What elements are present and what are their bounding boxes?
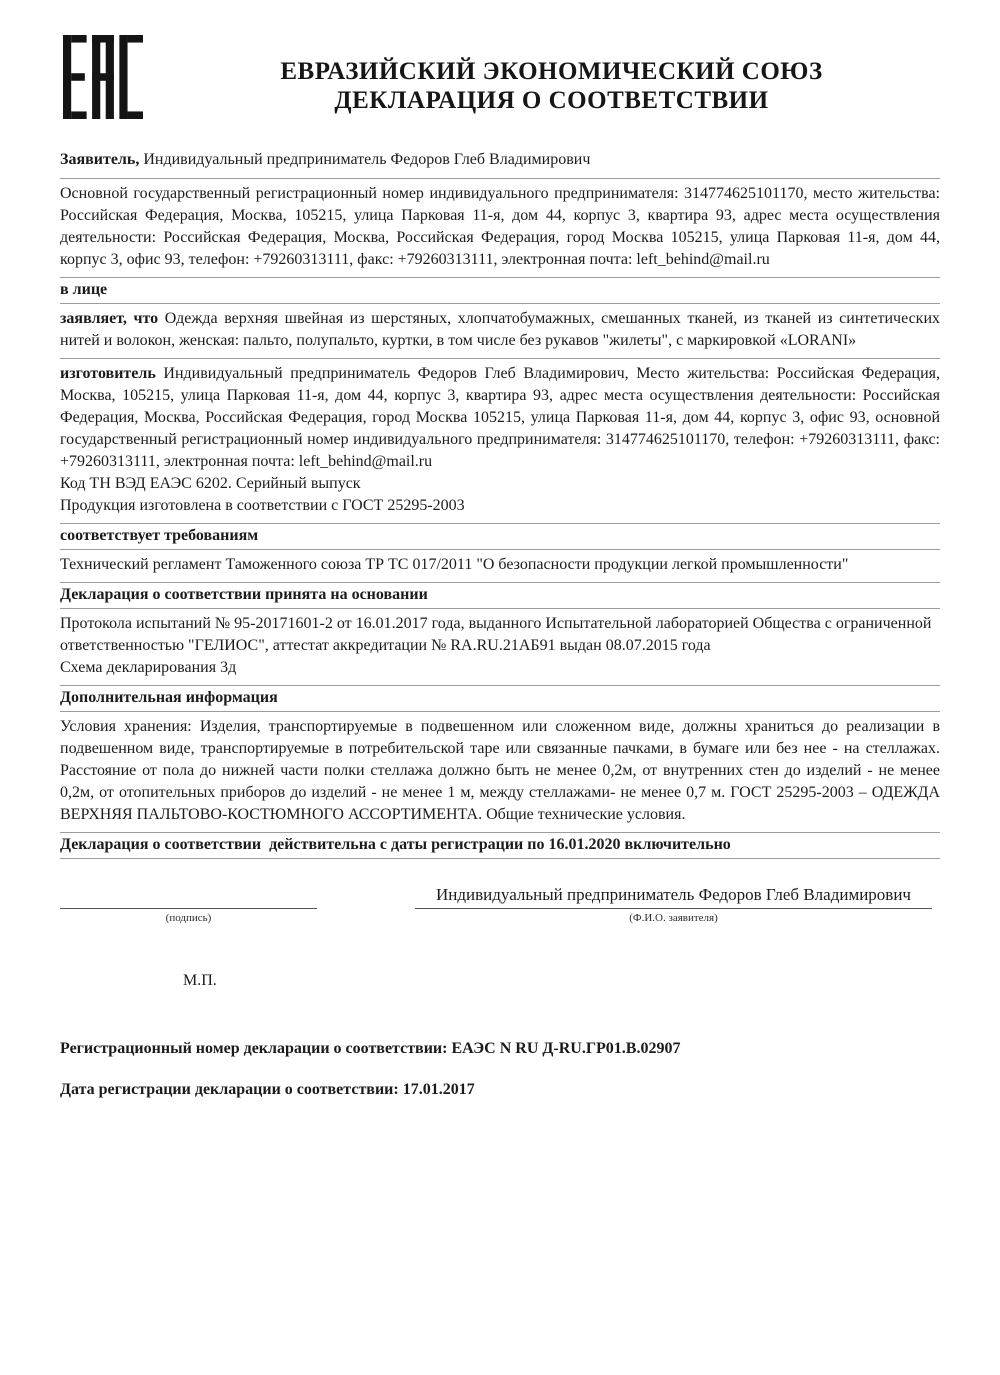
tech-reg-row: Технический регламент Таможенного союза ТР ТС 017/2011 "О безопасности продукции легкой промышленности" [60, 550, 940, 583]
signature-area [60, 883, 940, 926]
eac-logo-icon [63, 35, 143, 124]
manufacturer-value: Индивидуальный предприниматель Федоров Глеб Владимирович, Место жительства: Российская Федерация, Москва, 105215, улица Парковая 11-я, дом 44, корпус 3, квартира 93, адрес места осуществления деятельности: Российская Федерация, Москва, Российская Федерация, город Москва 105215, улица Парковая 11-я, дом 44, корпус 3, офис 93, основной государственный регистрационный номер индивидуального предпринимателя: 314774625101170, телефон: +79260313111, факс: +79260313111, электронная почта: left_behind@mail.ru [60, 365, 941, 470]
registration-number-line [60, 1038, 940, 1060]
stamp-placeholder: М.П. [183, 972, 217, 989]
basis-row [60, 609, 940, 686]
signature-left-column [60, 883, 317, 926]
manufacturer-row [60, 359, 940, 524]
complies-heading-row: соответствует требованиям [60, 524, 940, 550]
tn-ved-line: Код ТН ВЭД ЕАЭС 6202. Серийный выпуск [60, 475, 361, 492]
registration-date-value: 17.01.2017 [402, 1081, 475, 1098]
manufacturer-label: изготовитель [60, 365, 164, 382]
applicant-row [60, 146, 940, 179]
made-per-line: Продукция изготовлена в соответствии с ГОСТ 25295-2003 [60, 497, 465, 514]
signature-right-column [415, 883, 932, 926]
basis-heading-row: Декларация о соответствии принята на основании [60, 583, 940, 609]
declares-value: Одежда верхняя швейная из шерстяных, хлопчатобумажных, смешанных тканей, из тканей из синтетических нитей и волокон, женская: пальто, полупальто, куртки, в том числе без рукавов "жилеты", с маркировкой «LORANI» [60, 310, 941, 349]
registration-date-line [60, 1079, 940, 1101]
signer-name-caption: (Ф.И.О. заявителя) [629, 912, 718, 924]
additional-heading-row: Дополнительная информация [60, 686, 940, 712]
declares-label: заявляет, что [60, 310, 165, 327]
registration-footer [60, 1038, 940, 1101]
document-title [143, 35, 940, 115]
applicant-label: Заявитель, [60, 151, 144, 168]
title-line-declaration: ДЕКЛАРАЦИЯ О СООТВЕТСТВИИ [334, 87, 769, 114]
registration-number-label: Регистрационный номер декларации о соответствии: [60, 1040, 448, 1057]
title-line-union: ЕВРАЗИЙСКИЙ ЭКОНОМИЧЕСКИЙ СОЮЗ [280, 58, 823, 85]
additional-text-row: Условия хранения: Изделия, транспортируемые в подвешенном или сложенном виде, должны храниться до реализации в подвешенном виде, транспортируемые в потребительской таре или связанные пачками, в бумаге или без нее - на стеллажах. Расстояние от пола до нижней части полки стеллажа должно быть не менее 0,2м, от внутренних стен до изделий - не менее 0,2м, от отопительных приборов до изделий - не менее 1 м, между стеллажами- не менее 0,7 м. ГОСТ 25295-2003 – ОДЕЖДА ВЕРХНЯЯ ПАЛЬТОВО-КОСТЮМНОГО АССОРТИМЕНТА. Общие технические условия. [60, 712, 940, 833]
applicant-details-row: Основной государственный регистрационный номер индивидуального предпринимателя: 314774625101170, место жительства: Российская Федерация, Москва, 105215, улица Парковая 11-я, дом 44, корпус 3, квартира 93, адрес места осуществления деятельности: Российская Федерация, Москва, Российская Федерация, город Москва 105215, улица Парковая 11-я, дом 44, корпус 3, офис 93, телефон: +79260313111, факс: +79260313111, электронная почта: left_behind@mail.ru [60, 179, 940, 278]
declares-row [60, 304, 940, 359]
registration-date-label: Дата регистрации декларации о соответствии: [60, 1081, 399, 1098]
applicant-value: Индивидуальный предприниматель Федоров Глеб Владимирович [143, 151, 591, 168]
scheme-line: Схема декларирования 3д [60, 659, 237, 676]
signer-name: Индивидуальный предприниматель Федоров Глеб Владимирович [415, 883, 932, 909]
registration-number-value: ЕАЭС N RU Д-RU.ГР01.В.02907 [451, 1040, 681, 1057]
basis-text: Протокола испытаний № 95-20171601-2 от 16.01.2017 года, выданного Испытательной лабораторией Общества с ограниченной ответственностью "ГЕЛИОС", аттестат аккредитации № RA.RU.21АБ91 выдан 08.07.2015 года [60, 615, 932, 654]
manufacturer-paragraph [60, 363, 940, 473]
document-body [60, 146, 940, 1101]
document-header [60, 35, 940, 124]
signature-caption: (подпись) [165, 912, 212, 924]
validity-row: Декларация о соответствии действительна с даты регистрации по 16.01.2020 включительно [60, 833, 940, 859]
in-person-row: в лице [60, 278, 940, 304]
